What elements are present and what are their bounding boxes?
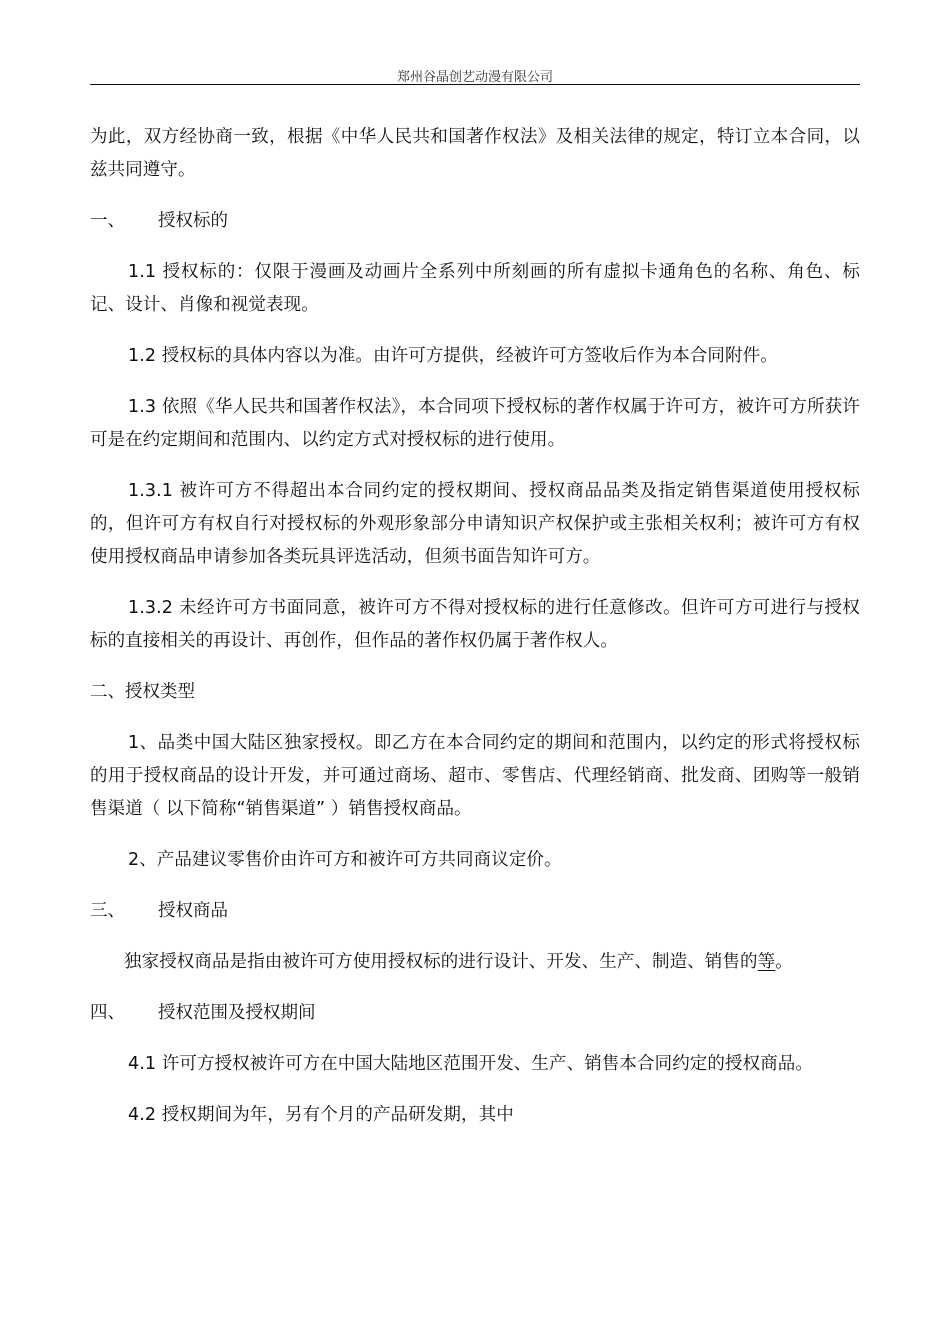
document-header: 郑州谷晶创艺动漫有限公司 [396,70,553,85]
section-3-title: 授权商品 [158,901,228,921]
clause-3-underlined: 等 [757,952,776,972]
clause-4-2: 4.2 授权期间为年，另有个月的产品研发期，其中 [128,1105,514,1125]
section-1-title: 授权标的 [158,211,228,231]
clause-3-text: 独家授权商品是指由被许可方使用授权标的进行设计、开发、生产、制造、销售的 [124,952,758,972]
section-3-heading [90,895,860,928]
clause-1-3-2: 1.3.2 未经许可方书面同意，被许可方不得对授权标的进行任意修改。但许可方可进行与授权标的直接相关的再设计、再创作，但作品的著作权仍属于著作权人。 [90,598,860,651]
section-4-number: 四、 [90,1003,125,1023]
clause-1-3: 1.3 依照《华人民共和国著作权法》，本合同项下授权标的著作权属于许可方，被许可方所获许可是在约定期间和范围内、以约定方式对授权标的进行使用。 [90,397,860,450]
section-2-title: 二、授权类型 [90,682,195,702]
section-1-number: 一、 [90,211,125,231]
clause-1-2: 1.2 授权标的具体内容以为准。由许可方提供，经被许可方签收后作为本合同附件。 [128,346,778,366]
document-body [90,121,860,1150]
intro-paragraph: 为此，双方经协商一致，根据《中华人民共和国著作权法》及相关法律的规定，特订立本合同，以兹共同遵守。 [90,127,860,180]
clause-1-1: 1.1 授权标的：仅限于漫画及动画片全系列中所刻画的所有虚拟卡通角色的名称、角色、标记、设计、肖像和视觉表现。 [90,262,860,315]
clause-2-1: 1、品类中国大陆区独家授权。即乙方在本合同约定的期间和范围内，以约定的形式将授权标的用于授权商品的设计开发，并可通过商场、超市、零售店、代理经销商、批发商、团购等一般销售渠道（ 以下简称“销售渠道” ）销售授权商品。 [90,733,860,819]
section-4-heading [90,997,860,1030]
clause-2-2: 2、产品建议零售价由许可方和被许可方共同商议定价。 [128,850,562,870]
section-4-title: 授权范围及授权期间 [158,1003,316,1023]
clause-1-3-1: 1.3.1 被许可方不得超出本合同约定的授权期间、授权商品品类及指定销售渠道使用授权标的，但许可方有权自行对授权标的外观形象部分申请知识产权保护或主张相关权利；被许可方有权使用授权商品申请参加各类玩具评选活动，但须书面告知许可方。 [90,481,860,567]
section-1-heading [90,205,860,238]
clause-3 [90,946,860,979]
section-3-number: 三、 [90,901,125,921]
section-2-heading [90,676,860,709]
clause-3-end: 。 [775,952,793,972]
header-rule [90,84,860,85]
clause-4-1: 4.1 许可方授权被许可方在中国大陆地区范围开发、生产、销售本合同约定的授权商品。 [128,1054,813,1074]
